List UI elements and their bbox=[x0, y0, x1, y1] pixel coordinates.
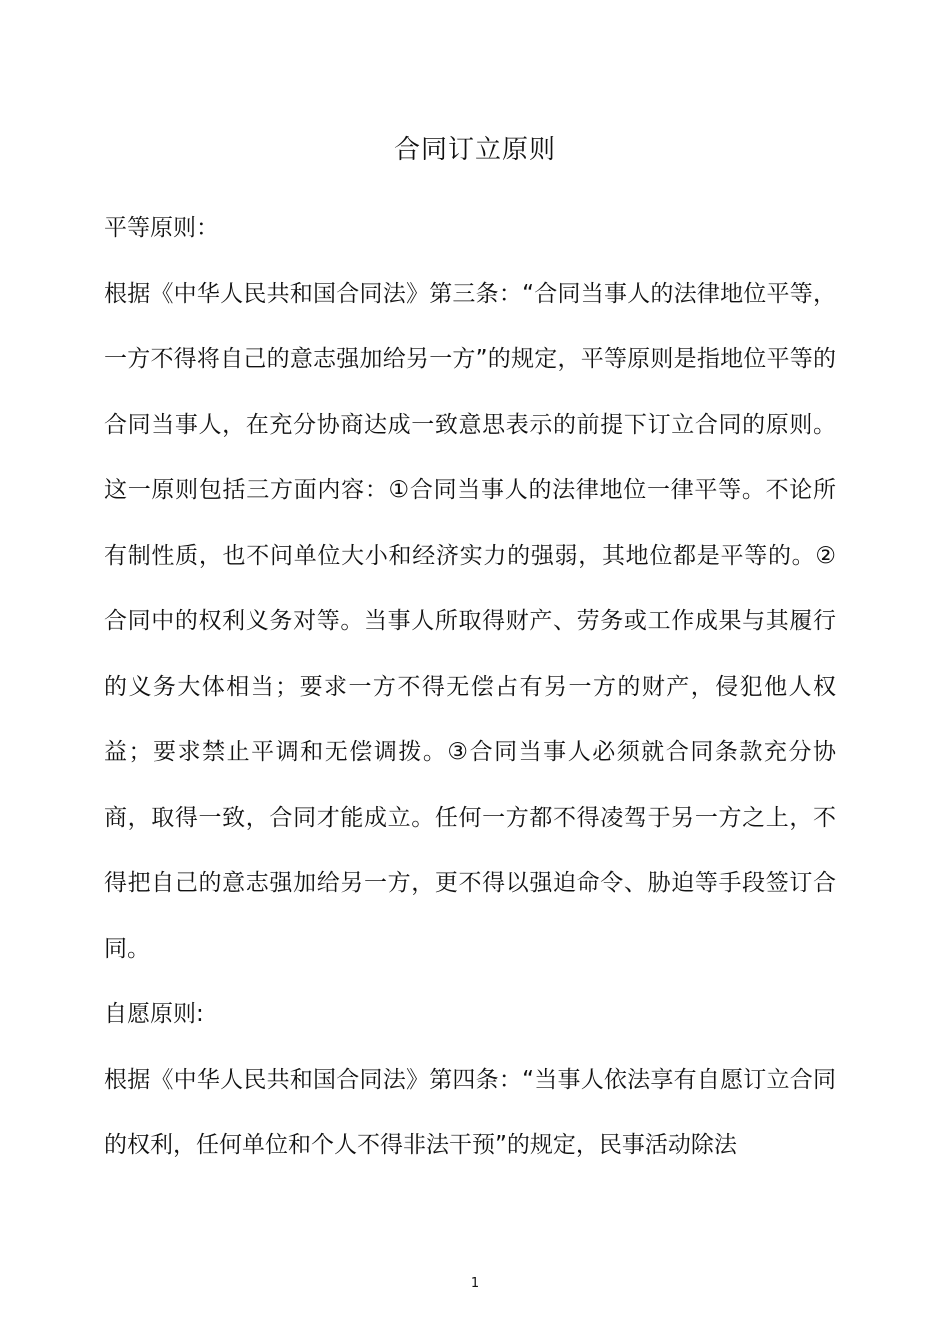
document-title: 合同订立原则 bbox=[393, 135, 556, 165]
document-body bbox=[104, 196, 836, 1179]
section-body-equality: 根据《中华人民共和国合同法》第三条：“合同当事人的法律地位平等，一方不得将自己的意志强加给另一方”的规定，平等原则是指地位平等的合同当事人，在充分协商达成一致意思表示的前提下订立合同的原则。这一原则包括三方面内容：①合同当事人的法律地位一律平等。不论所有制性质，也不问单位大小和经济实力的强弱，其地位都是平等的。②合同中的权利义务对等。当事人所取得财产、劳务或工作成果与其履行的义务大体相当；要求一方不得无偿占有另一方的财产，侵犯他人权益；要求禁止平调和无偿调拨。③合同当事人必须就合同条款充分协商，取得一致，合同才能成立。任何一方都不得凌驾于另一方之上，不得把自己的意志强加给另一方，更不得以强迫命令、胁迫等手段签订合同。 bbox=[104, 280, 836, 962]
section-body-voluntary: 根据《中华人民共和国合同法》第四条：“当事人依法享有自愿订立合同的权利，任何单位和个人不得非法干预”的规定，民事活动除法 bbox=[104, 1066, 836, 1158]
section-heading-equality: 平等原则： bbox=[104, 215, 219, 241]
section-heading-voluntary: 自愿原则: bbox=[104, 1001, 204, 1027]
page-number: 1 bbox=[470, 1276, 480, 1291]
